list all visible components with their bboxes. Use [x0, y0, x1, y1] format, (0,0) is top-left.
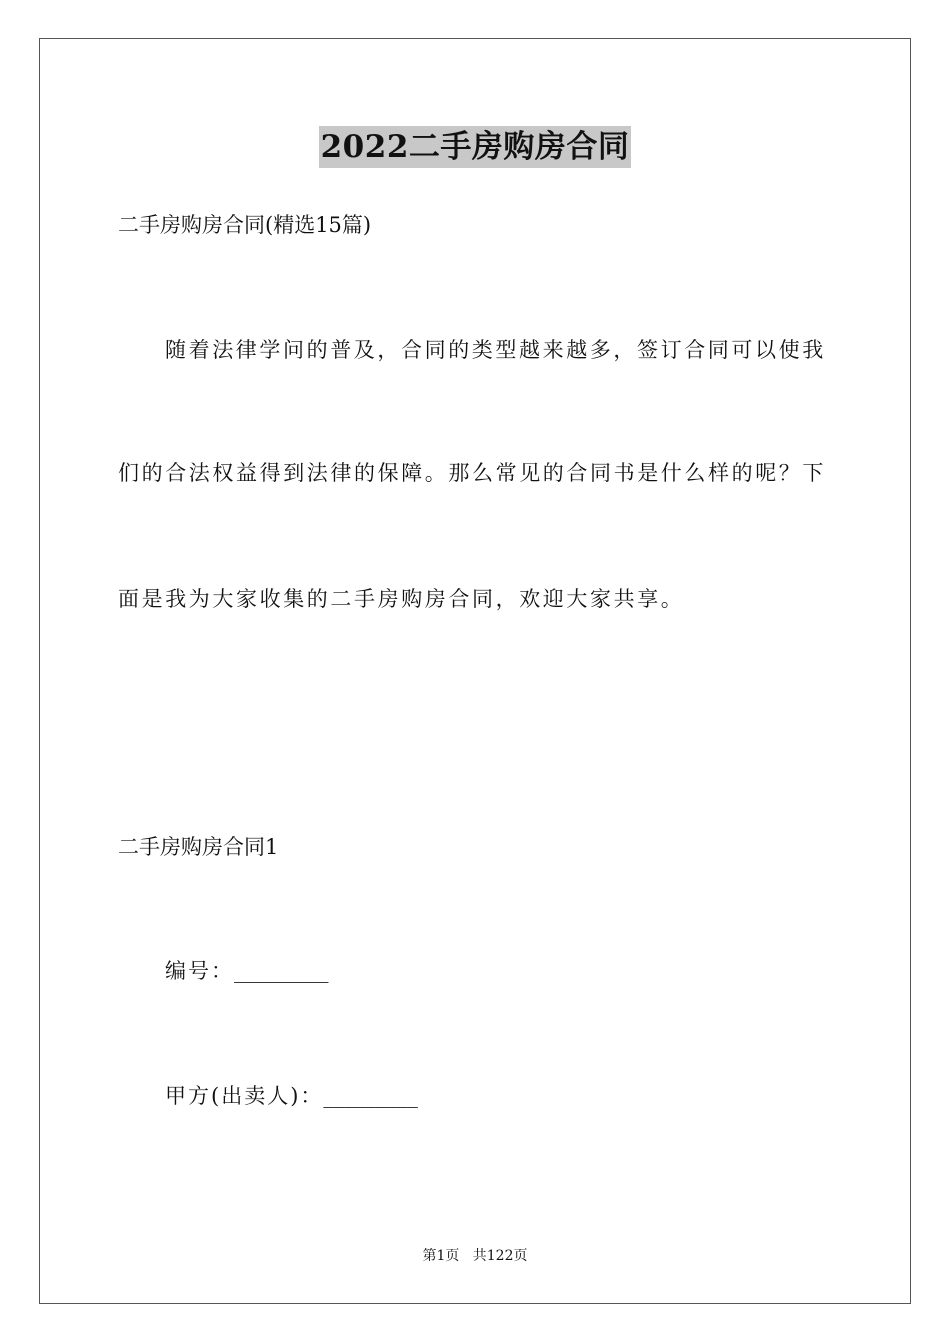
section-heading: 二手房购房合同1	[118, 835, 279, 859]
intro-paragraph-line-2: 们的合法权益得到法律的保障。那么常见的合同书是什么样的呢？下	[118, 461, 826, 485]
contract-number-label: 编号：	[165, 959, 234, 983]
seller-label: 甲方(出卖人)：	[165, 1084, 324, 1108]
contract-number-blank: _________	[234, 959, 329, 983]
seller-blank: _________	[323, 1084, 418, 1108]
intro-paragraph-line-3: 面是我为大家收集的二手房购房合同，欢迎大家共享。	[118, 587, 685, 611]
document-title: 2022二手房购房合同	[319, 126, 632, 168]
intro-paragraph-line-1: 随着法律学问的普及，合同的类型越来越多，签订合同可以使我	[165, 338, 826, 362]
document-subtitle: 二手房购房合同(精选15篇)	[118, 213, 372, 237]
seller-field	[165, 1081, 418, 1111]
page-footer: 第1页 共122页	[422, 1248, 528, 1264]
title-container	[0, 126, 950, 168]
contract-number-field	[165, 956, 329, 986]
